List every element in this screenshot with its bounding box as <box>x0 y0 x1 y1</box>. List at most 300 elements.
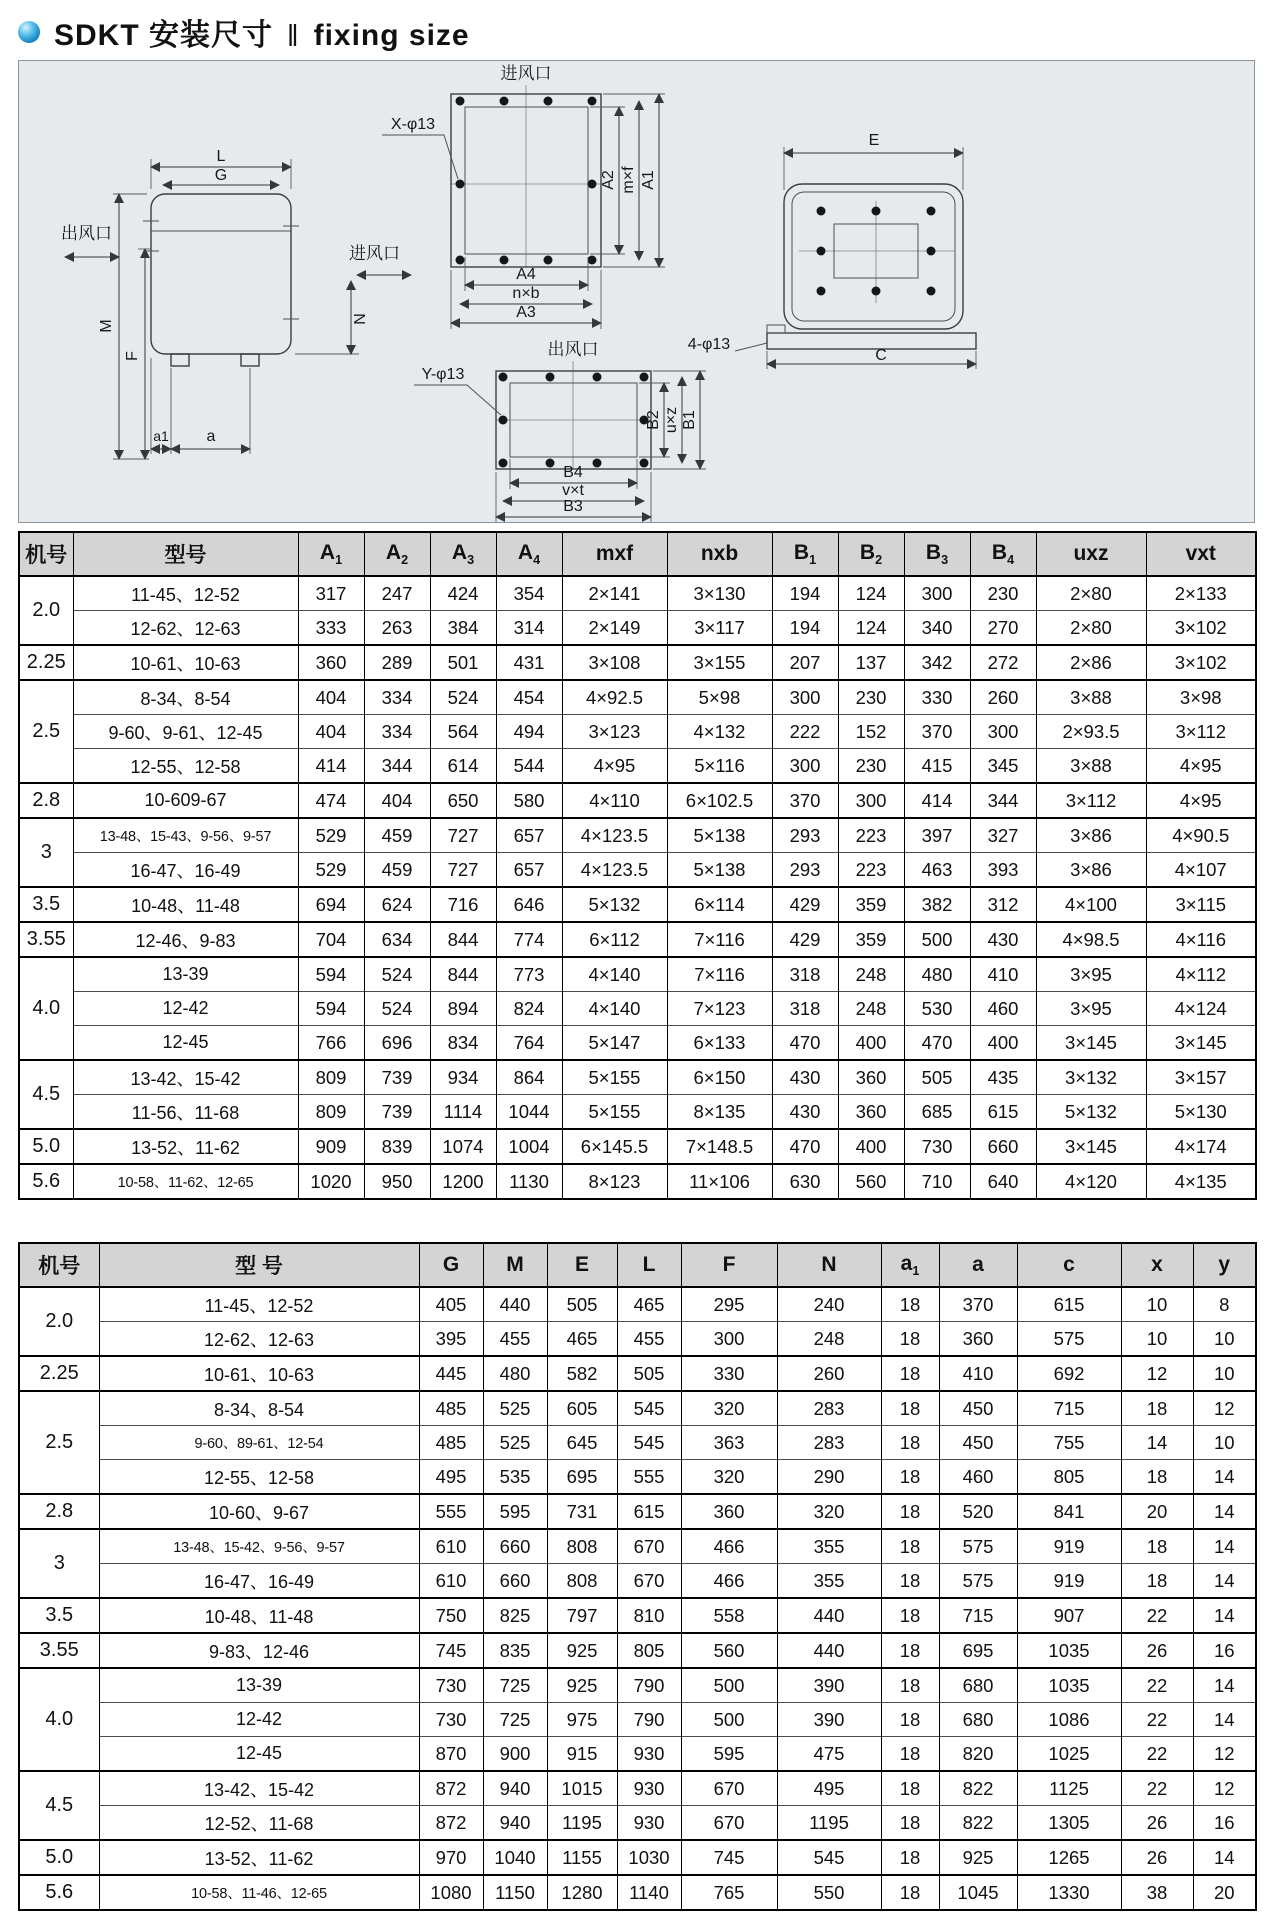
model-cell: 12-55、12-58 <box>99 1460 419 1495</box>
value-cell: 820 <box>939 1737 1017 1772</box>
value-cell: 670 <box>681 1771 777 1806</box>
machine-size-cell: 5.6 <box>19 1164 73 1199</box>
value-cell: 1030 <box>617 1840 681 1875</box>
inlet-label: 进风口 <box>500 64 552 83</box>
table-row <box>19 1460 1256 1495</box>
dim-label-C: C <box>875 347 887 364</box>
value-cell: 455 <box>617 1322 681 1357</box>
table-row <box>19 992 1256 1026</box>
value-cell: 605 <box>547 1391 617 1426</box>
value-cell: 485 <box>419 1391 483 1426</box>
value-cell: 805 <box>1017 1460 1121 1495</box>
machine-size-cell: 3.55 <box>19 1633 99 1668</box>
value-cell: 460 <box>939 1460 1017 1495</box>
side-view-diagram <box>61 148 411 459</box>
machine-size-cell: 5.6 <box>19 1875 99 1910</box>
machine-size-cell: 3.5 <box>19 1598 99 1633</box>
value-cell: 645 <box>547 1426 617 1460</box>
value-cell: 1280 <box>547 1875 617 1910</box>
table-row <box>19 922 1256 957</box>
value-cell: 393 <box>970 853 1036 888</box>
value-cell: 3×117 <box>667 611 772 646</box>
value-cell: 382 <box>904 887 970 922</box>
value-cell: 670 <box>617 1529 681 1564</box>
table-row <box>19 1737 1256 1772</box>
value-cell: 207 <box>772 645 838 680</box>
value-cell: 739 <box>364 1060 430 1095</box>
table-row <box>19 749 1256 784</box>
value-cell: 765 <box>681 1875 777 1910</box>
value-cell: 18 <box>881 1806 939 1841</box>
table-row <box>19 1060 1256 1095</box>
value-cell: 940 <box>483 1771 547 1806</box>
dim-label-A2: A2 <box>600 170 617 190</box>
value-cell: 930 <box>617 1737 681 1772</box>
model-cell: 12-45 <box>99 1737 419 1772</box>
value-cell: 582 <box>547 1356 617 1391</box>
value-cell: 3×132 <box>1036 1060 1146 1095</box>
value-cell: 390 <box>777 1668 881 1703</box>
value-cell: 950 <box>364 1164 430 1199</box>
value-cell: 124 <box>838 576 904 611</box>
dim-label-M: M <box>98 319 115 333</box>
model-cell: 12-55、12-58 <box>73 749 298 784</box>
value-cell: 1150 <box>483 1875 547 1910</box>
value-cell: 3×157 <box>1146 1060 1256 1095</box>
value-cell: 727 <box>430 853 496 888</box>
value-cell: 248 <box>838 957 904 992</box>
column-header: a <box>939 1243 1017 1287</box>
table-row <box>19 957 1256 992</box>
value-cell: 8×123 <box>562 1164 667 1199</box>
value-cell: 1035 <box>1017 1668 1121 1703</box>
value-cell: 7×148.5 <box>667 1129 772 1164</box>
model-cell: 13-42、15-42 <box>73 1060 298 1095</box>
value-cell: 3×145 <box>1036 1129 1146 1164</box>
model-cell: 10-61、10-63 <box>99 1356 419 1391</box>
column-header: $A_4$ <box>496 532 562 576</box>
column-header: $A_2$ <box>364 532 430 576</box>
table-row <box>19 611 1256 646</box>
value-cell: 4×107 <box>1146 853 1256 888</box>
column-header: vxt <box>1146 532 1256 576</box>
value-cell: 1045 <box>939 1875 1017 1910</box>
value-cell: 260 <box>777 1356 881 1391</box>
model-cell: 10-48、11-48 <box>99 1598 419 1633</box>
table-row <box>19 1840 1256 1875</box>
value-cell: 844 <box>430 922 496 957</box>
value-cell: 3×145 <box>1146 1026 1256 1061</box>
value-cell: 560 <box>838 1164 904 1199</box>
table-header-row <box>19 1243 1256 1287</box>
model-cell: 13-48、15-43、9-56、9-57 <box>73 818 298 853</box>
value-cell: 300 <box>904 576 970 611</box>
value-cell: 20 <box>1193 1875 1256 1910</box>
column-header: mxf <box>562 532 667 576</box>
column-header: $A_1$ <box>298 532 364 576</box>
value-cell: 137 <box>838 645 904 680</box>
value-cell: 390 <box>777 1703 881 1737</box>
table-row <box>19 1164 1256 1199</box>
table-row <box>19 1391 1256 1426</box>
value-cell: 2×149 <box>562 611 667 646</box>
value-cell: 696 <box>364 1026 430 1061</box>
model-cell: 13-52、11-62 <box>99 1840 419 1875</box>
value-cell: 10 <box>1193 1426 1256 1460</box>
table-row <box>19 853 1256 888</box>
machine-size-cell: 4.0 <box>19 1668 99 1771</box>
value-cell: 333 <box>298 611 364 646</box>
value-cell: 766 <box>298 1026 364 1061</box>
table-row <box>19 818 1256 853</box>
value-cell: 318 <box>772 957 838 992</box>
column-header: 型 号 <box>99 1243 419 1287</box>
value-cell: 500 <box>681 1668 777 1703</box>
value-cell: 18 <box>881 1737 939 1772</box>
value-cell: 314 <box>496 611 562 646</box>
value-cell: 260 <box>970 680 1036 715</box>
value-cell: 400 <box>970 1026 1036 1061</box>
inlet-label-side: 进风口 <box>349 244 400 263</box>
value-cell: 248 <box>838 992 904 1026</box>
value-cell: 300 <box>970 715 1036 749</box>
table-row <box>19 1875 1256 1910</box>
value-cell: 360 <box>298 645 364 680</box>
value-cell: 440 <box>483 1287 547 1322</box>
value-cell: 18 <box>881 1494 939 1529</box>
value-cell: 3×130 <box>667 576 772 611</box>
value-cell: 430 <box>772 1095 838 1130</box>
column-header: L <box>617 1243 681 1287</box>
value-cell: 2×80 <box>1036 611 1146 646</box>
diagram-panel <box>18 60 1255 523</box>
value-cell: 10 <box>1193 1322 1256 1357</box>
value-cell: 5×138 <box>667 853 772 888</box>
value-cell: 580 <box>496 783 562 818</box>
value-cell: 370 <box>904 715 970 749</box>
value-cell: 530 <box>904 992 970 1026</box>
value-cell: 930 <box>617 1771 681 1806</box>
dim-label-a: a <box>206 428 216 445</box>
value-cell: 480 <box>904 957 970 992</box>
value-cell: 360 <box>681 1494 777 1529</box>
value-cell: 558 <box>681 1598 777 1633</box>
model-cell: 11-45、12-52 <box>73 576 298 611</box>
table-row <box>19 1243 1256 1287</box>
value-cell: 5×155 <box>562 1095 667 1130</box>
value-cell: 14 <box>1121 1426 1193 1460</box>
value-cell: 594 <box>298 992 364 1026</box>
model-cell: 9-83、12-46 <box>99 1633 419 1668</box>
table-row <box>19 645 1256 680</box>
value-cell: 680 <box>939 1668 1017 1703</box>
model-cell: 8-34、8-54 <box>73 680 298 715</box>
value-cell: 5×132 <box>562 887 667 922</box>
value-cell: 1305 <box>1017 1806 1121 1841</box>
value-cell: 1020 <box>298 1164 364 1199</box>
value-cell: 5×132 <box>1036 1095 1146 1130</box>
value-cell: 26 <box>1121 1633 1193 1668</box>
model-cell: 10-58、11-46、12-65 <box>99 1875 419 1910</box>
value-cell: 355 <box>777 1564 881 1599</box>
value-cell: 520 <box>939 1494 1017 1529</box>
value-cell: 2×133 <box>1146 576 1256 611</box>
value-cell: 430 <box>970 922 1036 957</box>
value-cell: 5×116 <box>667 749 772 784</box>
value-cell: 450 <box>939 1391 1017 1426</box>
value-cell: 4×123.5 <box>562 853 667 888</box>
value-cell: 1155 <box>547 1840 617 1875</box>
model-cell: 10-609-67 <box>73 783 298 818</box>
column-header: $a_1$ <box>881 1243 939 1287</box>
value-cell: 7×116 <box>667 922 772 957</box>
value-cell: 1140 <box>617 1875 681 1910</box>
value-cell: 660 <box>483 1529 547 1564</box>
value-cell: 223 <box>838 853 904 888</box>
value-cell: 465 <box>617 1287 681 1322</box>
value-cell: 634 <box>364 922 430 957</box>
value-cell: 344 <box>364 749 430 784</box>
model-cell: 12-45 <box>73 1026 298 1061</box>
column-header: $A_3$ <box>430 532 496 576</box>
value-cell: 1195 <box>777 1806 881 1841</box>
value-cell: 18 <box>881 1322 939 1357</box>
value-cell: 14 <box>1193 1703 1256 1737</box>
column-header: $B_3$ <box>904 532 970 576</box>
title-zh: SDKT 安装尺寸 <box>54 19 273 52</box>
value-cell: 500 <box>681 1703 777 1737</box>
value-cell: 360 <box>838 1095 904 1130</box>
value-cell: 370 <box>939 1287 1017 1322</box>
dim-label-a1: a1 <box>153 428 169 444</box>
value-cell: 194 <box>772 576 838 611</box>
value-cell: 594 <box>298 957 364 992</box>
value-cell: 18 <box>881 1668 939 1703</box>
value-cell: 3×155 <box>667 645 772 680</box>
value-cell: 940 <box>483 1806 547 1841</box>
value-cell: 808 <box>547 1564 617 1599</box>
value-cell: 38 <box>1121 1875 1193 1910</box>
value-cell: 715 <box>939 1598 1017 1633</box>
value-cell: 535 <box>483 1460 547 1495</box>
dim-label-E: E <box>868 132 880 149</box>
value-cell: 3×86 <box>1036 818 1146 853</box>
value-cell: 4×116 <box>1146 922 1256 957</box>
value-cell: 465 <box>547 1322 617 1357</box>
model-cell: 10-58、11-62、12-65 <box>73 1164 298 1199</box>
value-cell: 1125 <box>1017 1771 1121 1806</box>
column-header: M <box>483 1243 547 1287</box>
value-cell: 1025 <box>1017 1737 1121 1772</box>
table-row <box>19 532 1256 576</box>
model-cell: 16-47、16-49 <box>99 1564 419 1599</box>
flange-dimensions-table <box>18 531 1257 1200</box>
value-cell: 5×155 <box>562 1060 667 1095</box>
table-row <box>19 1494 1256 1529</box>
value-cell: 8×135 <box>667 1095 772 1130</box>
value-cell: 595 <box>483 1494 547 1529</box>
value-cell: 459 <box>364 818 430 853</box>
machine-size-cell: 2.25 <box>19 645 73 680</box>
value-cell: 470 <box>772 1129 838 1164</box>
outlet-label-flange: 出风口 <box>547 340 599 359</box>
value-cell: 614 <box>430 749 496 784</box>
value-cell: 435 <box>970 1060 1036 1095</box>
value-cell: 320 <box>777 1494 881 1529</box>
value-cell: 7×116 <box>667 957 772 992</box>
model-cell: 13-48、15-42、9-56、9-57 <box>99 1529 419 1564</box>
value-cell: 505 <box>617 1356 681 1391</box>
value-cell: 745 <box>419 1633 483 1668</box>
value-cell: 2×93.5 <box>1036 715 1146 749</box>
value-cell: 270 <box>970 611 1036 646</box>
value-cell: 470 <box>772 1026 838 1061</box>
value-cell: 330 <box>904 680 970 715</box>
value-cell: 342 <box>904 645 970 680</box>
value-cell: 870 <box>419 1737 483 1772</box>
value-cell: 3×112 <box>1146 715 1256 749</box>
model-cell: 9-60、9-61、12-45 <box>73 715 298 749</box>
value-cell: 4×132 <box>667 715 772 749</box>
column-header: c <box>1017 1243 1121 1287</box>
value-cell: 4×112 <box>1146 957 1256 992</box>
value-cell: 12 <box>1193 1771 1256 1806</box>
value-cell: 460 <box>970 992 1036 1026</box>
value-cell: 1330 <box>1017 1875 1121 1910</box>
outlet-flange-diagram <box>414 340 706 522</box>
value-cell: 6×102.5 <box>667 783 772 818</box>
value-cell: 3×88 <box>1036 680 1146 715</box>
value-cell: 18 <box>881 1703 939 1737</box>
table-header-row <box>19 532 1256 576</box>
table-row <box>19 1668 1256 1703</box>
body-dimensions-table <box>18 1242 1257 1911</box>
value-cell: 555 <box>419 1494 483 1529</box>
value-cell: 300 <box>772 680 838 715</box>
value-cell: 289 <box>364 645 430 680</box>
value-cell: 564 <box>430 715 496 749</box>
value-cell: 505 <box>547 1287 617 1322</box>
machine-size-cell: 4.5 <box>19 1060 73 1129</box>
value-cell: 317 <box>298 576 364 611</box>
value-cell: 575 <box>939 1529 1017 1564</box>
value-cell: 6×114 <box>667 887 772 922</box>
dim-label-B4: B4 <box>563 464 583 481</box>
value-cell: 2×141 <box>562 576 667 611</box>
value-cell: 293 <box>772 853 838 888</box>
value-cell: 790 <box>617 1668 681 1703</box>
value-cell: 3×115 <box>1146 887 1256 922</box>
value-cell: 230 <box>838 680 904 715</box>
value-cell: 839 <box>364 1129 430 1164</box>
value-cell: 20 <box>1121 1494 1193 1529</box>
value-cell: 445 <box>419 1356 483 1391</box>
value-cell: 834 <box>430 1026 496 1061</box>
column-header: $B_1$ <box>772 532 838 576</box>
value-cell: 272 <box>970 645 1036 680</box>
value-cell: 529 <box>298 853 364 888</box>
table-row <box>19 1703 1256 1737</box>
value-cell: 395 <box>419 1322 483 1357</box>
value-cell: 657 <box>496 853 562 888</box>
value-cell: 240 <box>777 1287 881 1322</box>
value-cell: 4×90.5 <box>1146 818 1256 853</box>
value-cell: 4×100 <box>1036 887 1146 922</box>
value-cell: 397 <box>904 818 970 853</box>
value-cell: 4×92.5 <box>562 680 667 715</box>
dim-label-B1: B1 <box>681 410 698 430</box>
value-cell: 1200 <box>430 1164 496 1199</box>
value-cell: 545 <box>777 1840 881 1875</box>
value-cell: 835 <box>483 1633 547 1668</box>
value-cell: 730 <box>419 1703 483 1737</box>
value-cell: 1114 <box>430 1095 496 1130</box>
table-row <box>19 1356 1256 1391</box>
column-header: 型号 <box>73 532 298 576</box>
value-cell: 692 <box>1017 1356 1121 1391</box>
value-cell: 1265 <box>1017 1840 1121 1875</box>
value-cell: 2×86 <box>1036 645 1146 680</box>
value-cell: 864 <box>496 1060 562 1095</box>
value-cell: 334 <box>364 680 430 715</box>
model-cell: 12-46、9-83 <box>73 922 298 957</box>
value-cell: 318 <box>772 992 838 1026</box>
table-row <box>19 1426 1256 1460</box>
value-cell: 909 <box>298 1129 364 1164</box>
value-cell: 725 <box>483 1668 547 1703</box>
value-cell: 725 <box>483 1703 547 1737</box>
value-cell: 124 <box>838 611 904 646</box>
value-cell: 194 <box>772 611 838 646</box>
value-cell: 295 <box>681 1287 777 1322</box>
value-cell: 18 <box>881 1633 939 1668</box>
value-cell: 4×110 <box>562 783 667 818</box>
value-cell: 6×112 <box>562 922 667 957</box>
value-cell: 18 <box>881 1598 939 1633</box>
value-cell: 3×95 <box>1036 957 1146 992</box>
value-cell: 764 <box>496 1026 562 1061</box>
value-cell: 3×102 <box>1146 645 1256 680</box>
value-cell: 384 <box>430 611 496 646</box>
dim-label-B2: B2 <box>645 410 662 430</box>
value-cell: 545 <box>617 1426 681 1460</box>
table-row <box>19 1771 1256 1806</box>
value-cell: 6×145.5 <box>562 1129 667 1164</box>
value-cell: 4×120 <box>1036 1164 1146 1199</box>
value-cell: 925 <box>547 1668 617 1703</box>
value-cell: 505 <box>904 1060 970 1095</box>
value-cell: 410 <box>970 957 1036 992</box>
value-cell: 3×86 <box>1036 853 1146 888</box>
value-cell: 790 <box>617 1703 681 1737</box>
page-title <box>54 10 470 54</box>
value-cell: 630 <box>772 1164 838 1199</box>
value-cell: 4×135 <box>1146 1164 1256 1199</box>
title-divider: ‖ <box>287 18 300 53</box>
value-cell: 10 <box>1193 1356 1256 1391</box>
value-cell: 919 <box>1017 1529 1121 1564</box>
value-cell: 915 <box>547 1737 617 1772</box>
value-cell: 334 <box>364 715 430 749</box>
outlet-label: 出风口 <box>61 224 112 243</box>
value-cell: 485 <box>419 1426 483 1460</box>
value-cell: 731 <box>547 1494 617 1529</box>
value-cell: 10 <box>1121 1287 1193 1322</box>
machine-size-cell: 3.55 <box>19 922 73 957</box>
value-cell: 3×95 <box>1036 992 1146 1026</box>
value-cell: 745 <box>681 1840 777 1875</box>
value-cell: 704 <box>298 922 364 957</box>
